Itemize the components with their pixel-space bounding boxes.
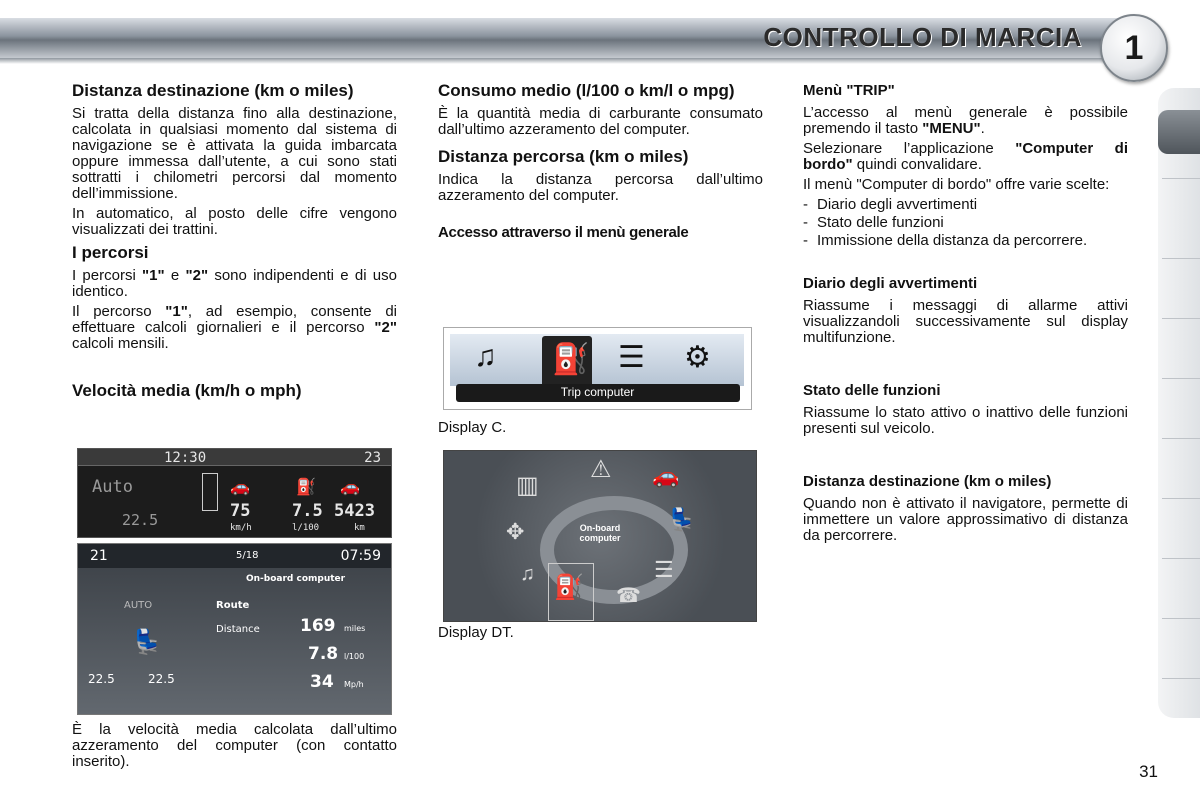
display-b-row-label: Distance bbox=[216, 624, 260, 635]
column-2 bbox=[438, 82, 763, 247]
paragraph: Riassume lo stato attivo o inattivo delle funzioni presenti sul veicolo. bbox=[803, 404, 1128, 437]
display-b-unit: l/100 bbox=[344, 652, 365, 661]
music-note-icon: ♫ bbox=[474, 340, 497, 373]
paragraph: In automatico, al posto delle cifre vengono visualizzati dei trattini. bbox=[72, 205, 397, 238]
paragraph: È la velocità media calcolata dall’ultimo azzeramento del computer (con contatto inserito). bbox=[72, 721, 397, 770]
heading-diario: Diario degli avvertimenti bbox=[803, 275, 978, 292]
heading-consumo-medio: Consumo medio (l/100 o km/l o mpg) bbox=[438, 81, 735, 100]
display-a-unit: km/h bbox=[230, 523, 252, 533]
car-flag-icon: 🚗 bbox=[340, 477, 360, 496]
display-a-time: 12:30 bbox=[164, 450, 207, 466]
caption-display-c: Display C. bbox=[438, 419, 507, 436]
heading-distanza-destinazione: Distanza destinazione (km o miles) bbox=[72, 81, 354, 100]
display-b-title: On-board computer bbox=[246, 574, 346, 584]
paragraph: Riassume i messaggi di allarme attivi visualizzandoli successivamente sul display multifunzione. bbox=[803, 297, 1128, 346]
display-c-image bbox=[443, 327, 752, 410]
page-number: 31 bbox=[1139, 762, 1158, 781]
display-a-image bbox=[77, 448, 392, 538]
heading-accesso: Accesso attraverso il menù generale bbox=[438, 224, 689, 241]
column-3 bbox=[803, 82, 1128, 548]
car-icon: 🚗 bbox=[652, 463, 680, 488]
paragraph: Il percorso "1", ad esempio, consente di effettuare calcoli giornalieri e il percorso "2" calcoli mensili. bbox=[72, 303, 397, 352]
paragraph: I percorsi "1" e "2" sono indipendenti e di uso identico. bbox=[72, 267, 397, 300]
caption-display-dt: Display DT. bbox=[438, 624, 514, 641]
heading-distanza-destinazione-2: Distanza destinazione (km o miles) bbox=[803, 473, 1052, 490]
display-b-date: 5/18 bbox=[236, 550, 259, 561]
column-1 bbox=[72, 82, 397, 406]
heading-percorsi: I percorsi bbox=[72, 243, 149, 262]
display-c-label: Trip computer bbox=[560, 385, 635, 399]
books-icon: ▥ bbox=[516, 472, 539, 499]
phone-icon: ☎ bbox=[616, 585, 641, 607]
display-a-value-consumption: 7.5 bbox=[292, 501, 323, 521]
display-b-mode: AUTO bbox=[124, 600, 153, 611]
gear-icon: ⚙ bbox=[684, 341, 711, 374]
seat-icon: 💺 bbox=[132, 628, 162, 656]
display-a-mode: Auto bbox=[92, 477, 133, 497]
display-b-unit: Mp/h bbox=[344, 680, 364, 689]
display-dt-image bbox=[443, 450, 757, 622]
display-a-temp-ext: 23 bbox=[364, 450, 381, 466]
display-a-unit: l/100 bbox=[292, 523, 320, 533]
velocita-paragraph-wrap bbox=[72, 722, 397, 774]
heading-stato: Stato delle funzioni bbox=[803, 382, 941, 399]
list-item: - Stato delle funzioni bbox=[803, 215, 1128, 231]
paragraph: L’accesso al menù generale è possibile premendo il tasto "MENU". bbox=[803, 104, 1128, 137]
paragraph: È la quantità media di carburante consumato dall’ultimo azzeramento del computer. bbox=[438, 105, 763, 138]
display-b-speed: 34 bbox=[310, 672, 334, 692]
car-icon: 🚗 bbox=[230, 477, 250, 496]
paragraph: Quando non è attivato il navigatore, permette di immettere un valore approssimativo di distanza da percorrere. bbox=[803, 495, 1128, 544]
paragraph: Indica la distanza percorsa dall’ultimo azzeramento del computer. bbox=[438, 171, 763, 204]
display-a-unit: km bbox=[354, 523, 365, 533]
paragraph: Si tratta della distanza fino alla destinazione, calcolata in qualsiasi momento dal sistema di navigazione se è attivata la guida imbarcata oppure immessa dall’utente, a cui sono stati sottratti i chilometri percorsi dal momento dell’immissione. bbox=[72, 105, 397, 202]
display-b-right-temp: 22.5 bbox=[148, 672, 175, 686]
display-b-unit: miles bbox=[344, 624, 366, 633]
display-dt-label: On-board computer bbox=[579, 523, 621, 543]
list-item: - Diario degli avvertimenti bbox=[803, 197, 1128, 213]
display-b-consumption: 7.8 bbox=[308, 644, 339, 664]
display-b-image bbox=[77, 543, 392, 715]
display-a-temp-int: 22.5 bbox=[122, 511, 159, 529]
fuel-pump-icon: ⛽ bbox=[554, 574, 584, 601]
warning-icon: ⚠ bbox=[590, 456, 612, 483]
trip-options-list bbox=[803, 197, 1128, 249]
list-item: - Immissione della distanza da percorrere. bbox=[803, 233, 1128, 249]
display-a-value-distance: 5423 bbox=[334, 501, 375, 521]
seat-icon: 💺 bbox=[668, 507, 696, 532]
chapter-tabs bbox=[1158, 88, 1200, 718]
display-a-value-speed: 75 bbox=[230, 501, 251, 521]
paragraph: Il menù "Computer di bordo" offre varie scelte: bbox=[803, 176, 1110, 193]
settings-sliders-icon: ☰ bbox=[654, 557, 674, 582]
display-b-row-label: Route bbox=[216, 600, 250, 611]
chapter-number: 1 bbox=[1100, 14, 1168, 82]
heading-distanza-percorsa: Distanza percorsa (km o miles) bbox=[438, 147, 689, 166]
active-chapter-tab[interactable] bbox=[1158, 110, 1200, 154]
heading-velocita-media: Velocità media (km/h o mph) bbox=[72, 381, 302, 400]
heading-menu-trip: Menù "TRIP" bbox=[803, 82, 895, 99]
paragraph: Selezionare l’applicazione "Computer di bordo" quindi convalidare. bbox=[803, 140, 1128, 173]
display-b-time: 07:59 bbox=[340, 548, 381, 564]
display-b-temp: 21 bbox=[90, 548, 108, 564]
chapter-title: CONTROLLO DI MARCIA bbox=[763, 22, 1082, 52]
fuel-pump-icon: ⛽ bbox=[552, 343, 590, 376]
settings-sliders-icon: ☰ bbox=[618, 341, 645, 374]
display-b-distance: 169 bbox=[300, 616, 336, 636]
fuel-icon: ⛽ bbox=[296, 477, 316, 496]
music-icon: ♫ bbox=[520, 563, 535, 585]
navigation-icon: ✥ bbox=[506, 519, 525, 544]
display-b-left-temp: 22.5 bbox=[88, 672, 115, 686]
